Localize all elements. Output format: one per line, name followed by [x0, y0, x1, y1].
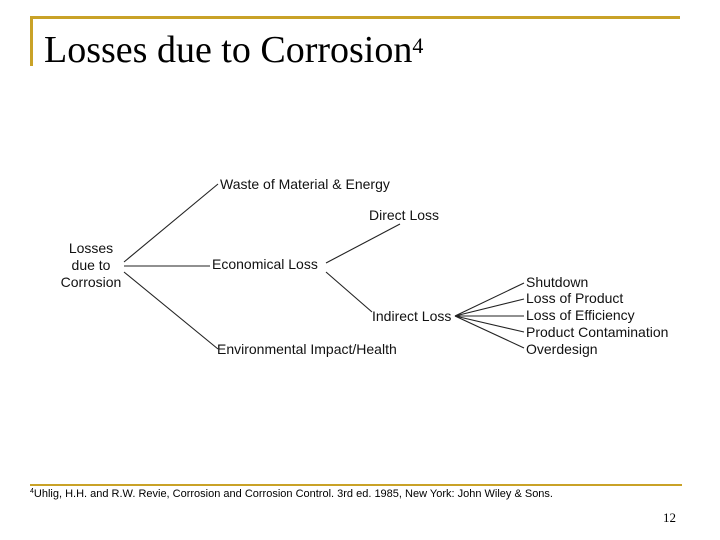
footnote: [30, 488, 553, 500]
footnote-text: Uhlig, H.H. and R.W. Revie, Corrosion and Corrosion Control. 3rd ed. 1985, New York: John Wiley & Sons.: [33, 488, 553, 500]
edge-economical-to-indirect: [326, 272, 372, 312]
node-economical-loss: Economical Loss: [212, 256, 318, 272]
node-loss-of-efficiency: Loss of Efficiency: [526, 307, 635, 323]
root-label-line-2: due to: [71, 257, 111, 273]
node-environmental-impact-health: Environmental Impact/Health: [217, 341, 397, 357]
edge-root-to-environmental: [124, 272, 218, 349]
node-shutdown: Shutdown: [526, 274, 589, 290]
node-loss-of-product: Loss of Product: [526, 290, 624, 306]
edge-root-to-waste: [124, 184, 218, 262]
node-product-contamination: Product Contamination: [526, 324, 669, 340]
node-root: [61, 240, 122, 290]
edge-indirect-to-shutdown: [455, 283, 524, 316]
edge-economical-to-direct: [326, 224, 400, 263]
node-waste-of-material-energy: Waste of Material & Energy: [220, 176, 390, 192]
slide-title-text: Losses due to Corrosion: [44, 29, 413, 71]
footnote-marker: 4: [30, 488, 34, 495]
node-direct-loss: Direct Loss: [369, 207, 440, 223]
slide-title-superscript: 4: [412, 33, 424, 58]
root-label-line-3: Corrosion: [60, 274, 122, 290]
node-indirect-loss: Indirect Loss: [372, 308, 452, 324]
node-overdesign: Overdesign: [526, 341, 598, 357]
edge-indirect-to-overdesign: [455, 316, 524, 348]
edge-indirect-to-loss-of-product: [455, 299, 524, 316]
page-number: 12: [663, 510, 676, 525]
root-label-line-1: Losses: [68, 240, 114, 256]
edge-indirect-to-product-contamination: [455, 316, 524, 332]
footer-rule: [30, 484, 682, 486]
